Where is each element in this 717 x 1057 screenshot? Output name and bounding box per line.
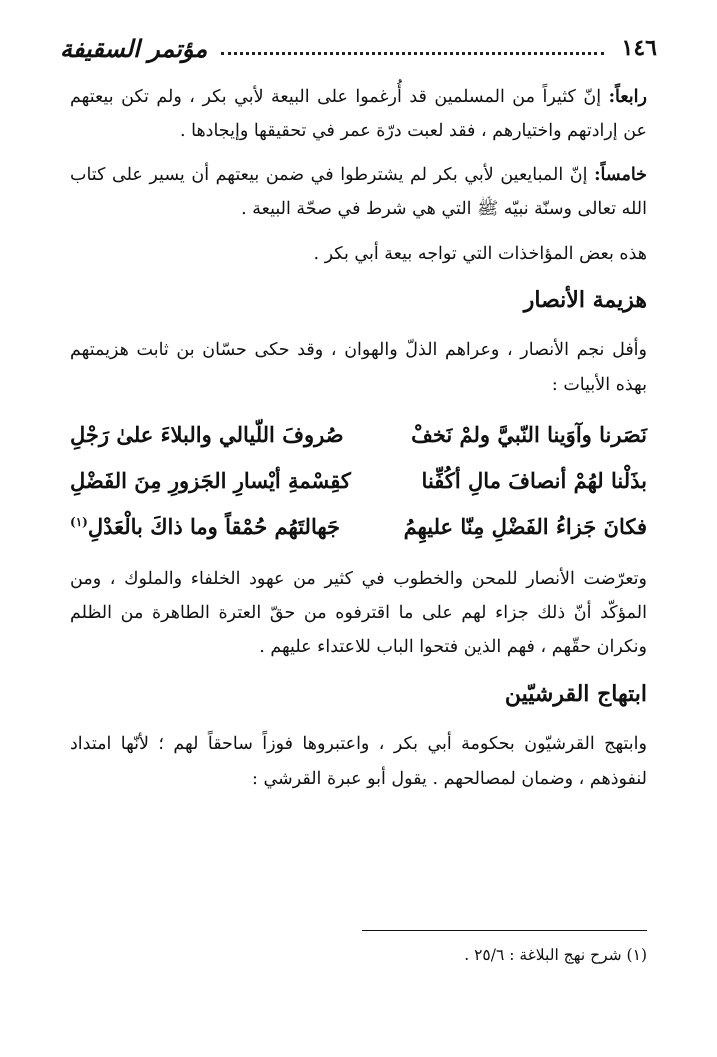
verse-hemistich-right: فكانَ جَزاءُ الفَضْلِ مِنّا عليهِمُ <box>403 514 647 540</box>
verse-hemistich-left: صُروفَ اللّيالي والبلاءَ علىٰ رَجْلِ <box>70 421 344 447</box>
poem <box>70 412 647 551</box>
section-heading-quraysh: ابتهاج القرشيّين <box>504 680 647 707</box>
footnote: (١) شرح نهج البلاغة : ٢٥/٦ . <box>464 946 647 964</box>
section-heading-ansar: هزيمة الأنصار <box>523 286 647 313</box>
verse-hemistich-left <box>70 504 340 550</box>
header-dotted-leader <box>221 52 603 55</box>
page-body <box>70 80 647 806</box>
verse-hemistich-right: بذَلْنا لهُمْ أنصافَ مالِ أكُفِّنا <box>421 467 647 493</box>
paragraph-summary: هذه بعض المؤاخذات التي تواجه بيعة أبي بكر . <box>313 243 647 264</box>
paragraph-text: إنّ كثيراً من المسلمين قد أُرغموا على البيعة لأبي بكر ، ولم تكن بيعتهم عن إرادتهم واختيارهم ، فقد لعبت درّة عمر في تحقيقها وإيجادها . <box>70 87 647 142</box>
paragraph-lead: رابعاً: <box>608 87 647 107</box>
paragraph-ansar-intro: وأفل نجم الأنصار ، وعراهم الذلّ والهوان ، وقد حكى حسّان بن ثابت هزيمتهم بهذه الأبيات : <box>70 340 647 395</box>
poem-verse <box>70 412 647 458</box>
verse-hemistich-right: نَصَرنا وآوَينا النّبيَّ ولمْ نَخفْ <box>411 421 647 447</box>
footnote-divider <box>362 930 647 931</box>
verse-text: جَهالتَهُم حُمْقاً وما ذاكَ بالْعَدْلِ <box>87 514 341 540</box>
paragraph-lead: خامساً: <box>594 165 647 186</box>
page-number: ١٤٦ <box>621 35 657 61</box>
book-title: مؤتمر السقيفة <box>60 33 208 63</box>
paragraph-quraysh: وابتهج القرشيّون بحكومة أبي بكر ، واعتبروها فوزاً ساحقاً لهم ؛ لأنّها امتداد لنفوذهم ، وضمان لمصالحهم . يقول أبو عبرة القرشي : <box>70 734 647 789</box>
paragraph-fifth <box>70 158 647 226</box>
paragraph-fourth <box>70 80 647 148</box>
poem-verse <box>70 458 647 504</box>
paragraph-text: إنّ المبايعين لأبي بكر لم يشترطوا في ضمن بيعتهم أن يسير على كتاب الله تعالى وسنّة نبيّه ﷺ التي هي شرط في صحّة البيعة . <box>70 165 647 220</box>
footnote-marker: (١) <box>70 515 88 530</box>
page-header <box>60 30 657 66</box>
verse-hemistich-left: كقِسْمةِ أيْسارِ الجَزورِ مِنَ الفَضْلِ <box>70 467 351 493</box>
paragraph-ansar-aftermath: وتعرّضت الأنصار للمحن والخطوب في كثير من عهود الخلفاء والملوك ، ومن المؤكّد أنّ ذلك جزاء لهم على ما اقترفوه من حقّ العترة الطاهرة من الظلم ونكران حقّهم ، فهم الذين فتحوا الباب للاعتداء عليهم . <box>70 569 647 658</box>
poem-verse <box>70 504 647 550</box>
